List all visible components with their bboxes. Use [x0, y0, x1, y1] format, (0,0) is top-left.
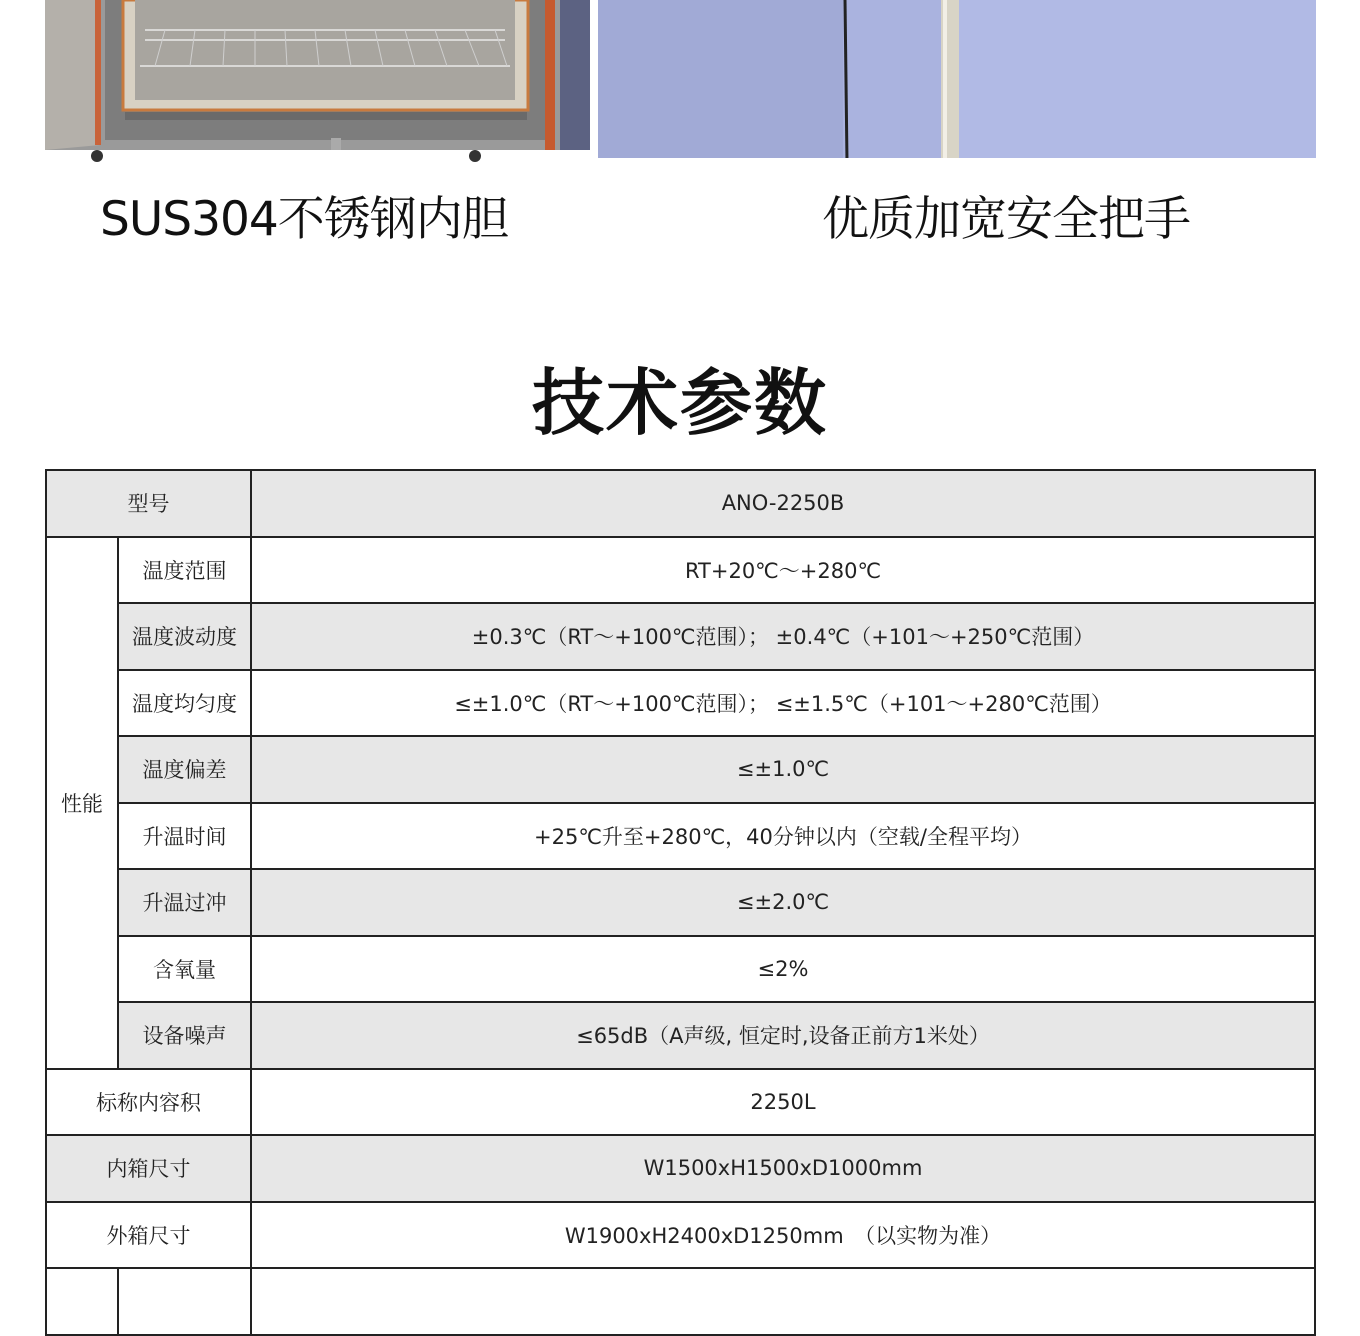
spec-value: ≤±1.0℃: [251, 736, 1315, 803]
spec-row: [46, 869, 1315, 936]
spec-row: [46, 670, 1315, 737]
spec-row: [46, 1002, 1315, 1069]
spec-row: [46, 803, 1315, 870]
spec-label: 标称内容积: [46, 1069, 251, 1136]
spec-label: 升温过冲: [118, 869, 251, 936]
spec-row-inner-size: [46, 1135, 1315, 1202]
spec-value: RT+20℃～+280℃: [251, 537, 1315, 604]
spec-label: 升温时间: [118, 803, 251, 870]
spec-label: 温度均匀度: [118, 670, 251, 737]
spec-value: ANO-2250B: [251, 470, 1315, 537]
spec-row: [46, 736, 1315, 803]
spec-row: [46, 537, 1315, 604]
spec-label: 内箱尺寸: [46, 1135, 251, 1202]
spec-value: ±0.3℃（RT～+100℃范围）； ±0.4℃（+101～+250℃范围）: [251, 603, 1315, 670]
spec-value: 2250L: [251, 1069, 1315, 1136]
spec-value: ≤65dB（A声级, 恒定时,设备正前方1米处）: [251, 1002, 1315, 1069]
spec-row-model: [46, 470, 1315, 537]
spec-label: 外箱尺寸: [46, 1202, 251, 1269]
spec-row-partial: [46, 1268, 1315, 1335]
spec-cell-cut-off: [251, 1268, 1315, 1335]
spec-value: ≤±2.0℃: [251, 869, 1315, 936]
spec-label: 温度范围: [118, 537, 251, 604]
spec-row: [46, 936, 1315, 1003]
spec-category-performance: 性能: [46, 537, 118, 1069]
spec-value: ≤±1.0℃（RT～+100℃范围）； ≤±1.5℃（+101～+280℃范围）: [251, 670, 1315, 737]
spec-row-volume: [46, 1069, 1315, 1136]
spec-label: 含氧量: [118, 936, 251, 1003]
spec-value: W1500xH1500xD1000mm: [251, 1135, 1315, 1202]
spec-row: [46, 603, 1315, 670]
spec-value: +25℃升至+280℃，40分钟以内（空载/全程平均）: [251, 803, 1315, 870]
product-photo-inner-chamber: [45, 0, 590, 162]
spec-label: 温度波动度: [118, 603, 251, 670]
spec-label: 温度偏差: [118, 736, 251, 803]
caption-inner-chamber: SUS304不锈钢内胆: [100, 192, 508, 247]
inner-chamber-illustration: [45, 0, 590, 162]
spec-label: 型号: [46, 470, 251, 537]
spec-table: [45, 469, 1316, 1336]
safety-handle-illustration: [598, 0, 1316, 162]
spec-cell-cut-off: [46, 1268, 118, 1335]
spec-cell-cut-off: [118, 1268, 251, 1335]
section-title: 技术参数: [531, 361, 828, 445]
spec-value: W1900xH2400xD1250mm （以实物为准）: [251, 1202, 1315, 1269]
spec-value: ≤2%: [251, 936, 1315, 1003]
spec-row-outer-size: [46, 1202, 1315, 1269]
product-photo-safety-handle: [598, 0, 1316, 162]
spec-label: 设备噪声: [118, 1002, 251, 1069]
caption-safety-handle: 优质加宽安全把手: [822, 192, 1190, 247]
